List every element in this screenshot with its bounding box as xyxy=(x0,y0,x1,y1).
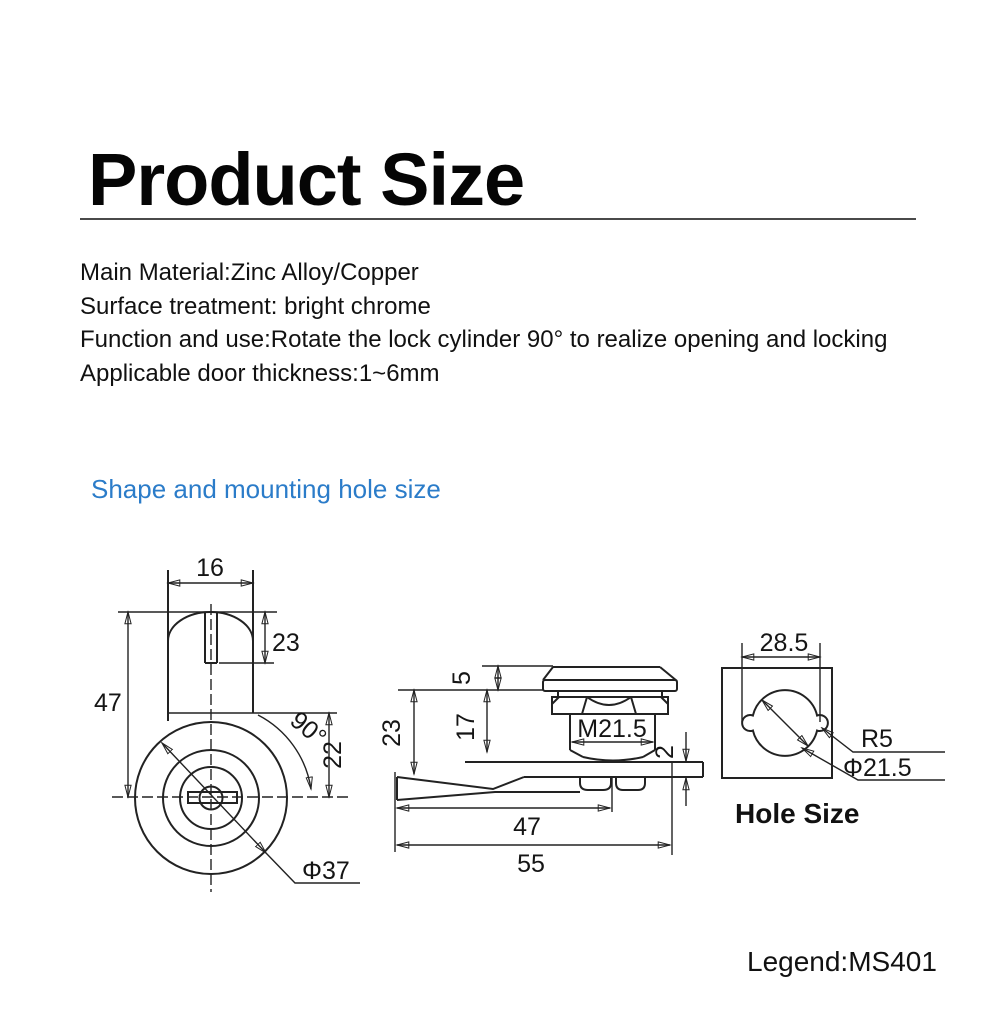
spec-list xyxy=(80,256,887,391)
dim-side-overall-length: 55 xyxy=(517,850,545,878)
side-view xyxy=(378,666,703,878)
spec-line-thickness: Applicable door thickness:1~6mm xyxy=(80,360,440,388)
dim-side-cam-length: 47 xyxy=(513,813,541,841)
dim-side-thread-length: 17 xyxy=(452,713,480,741)
dim-front-rotation: 90° xyxy=(284,705,332,752)
spec-line-function: Function and use:Rotate the lock cylinder 90° to realize opening and locking xyxy=(80,326,888,354)
spec-line-surface: Surface treatment: bright chrome xyxy=(80,292,431,320)
dim-side-thread-spec: M21.5 xyxy=(577,715,647,743)
front-view xyxy=(94,554,360,892)
technical-drawing xyxy=(0,530,1000,1010)
dim-front-slot-depth: 23 xyxy=(272,629,300,657)
dim-front-diameter: Φ37 xyxy=(302,857,350,885)
dim-front-height: 47 xyxy=(94,689,122,717)
dim-side-head-height: 5 xyxy=(448,671,476,685)
title-divider xyxy=(80,218,916,220)
dim-side-body-height: 23 xyxy=(378,719,406,747)
hole-size-caption: Hole Size xyxy=(735,798,860,829)
legend-model-number: Legend:MS401 xyxy=(747,946,937,977)
spec-line-material: Main Material:Zinc Alloy/Copper xyxy=(80,259,419,286)
dim-hole-notch-radius: R5 xyxy=(861,725,893,753)
hole-size-view xyxy=(722,629,945,829)
dim-front-offset: 22 xyxy=(319,741,347,769)
dim-hole-diameter: Φ21.5 xyxy=(843,754,912,782)
section-subtitle: Shape and mounting hole size xyxy=(91,474,441,504)
dim-hole-width: 28.5 xyxy=(759,629,809,657)
page-title: Product Size xyxy=(88,138,525,221)
dim-front-width: 16 xyxy=(196,554,224,582)
dim-side-door-thickness: 2 xyxy=(651,745,679,759)
